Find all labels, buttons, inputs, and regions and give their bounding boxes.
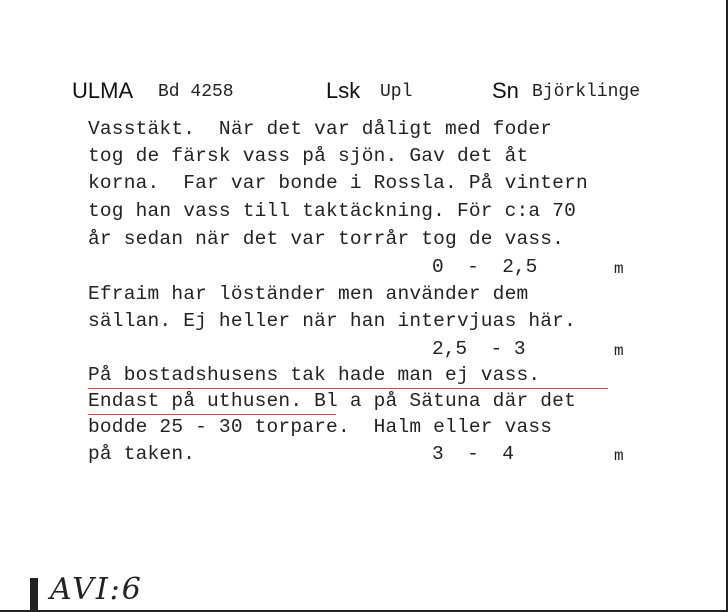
margin-mark bbox=[30, 578, 38, 612]
text-line: tog de färsk vass på sjön. Gav det åt bbox=[88, 145, 529, 167]
measurement-unit: m bbox=[614, 342, 624, 360]
text-line: på taken. bbox=[88, 443, 196, 465]
text-line: Vasstäkt. När det var dåligt med foder bbox=[88, 118, 553, 140]
red-underline bbox=[88, 388, 608, 389]
measurement-range: 3 - 4 bbox=[432, 443, 514, 465]
measurement-unit: m bbox=[614, 447, 624, 465]
signature-mark: AVI:6 bbox=[50, 572, 143, 607]
text-line: tog han vass till taktäckning. För c:a 70 bbox=[88, 200, 576, 222]
text-line: korna. Far var bonde i Rossla. På vintern bbox=[88, 172, 588, 194]
province-label: Lsk bbox=[326, 78, 361, 103]
province-value: Upl bbox=[380, 82, 413, 102]
text-line: bodde 25 - 30 torpare. Halm eller vass bbox=[88, 416, 553, 438]
text-line: sällan. Ej heller när han intervjuas här. bbox=[88, 310, 576, 332]
text-line: Efraim har löständer men använder dem bbox=[88, 283, 529, 305]
archive-label: ULMA bbox=[72, 78, 134, 103]
text-line: På bostadshusens tak hade man ej vass. bbox=[88, 364, 541, 386]
parish-label: Sn bbox=[492, 78, 519, 103]
red-underline bbox=[88, 414, 336, 415]
text-line: år sedan när det var torrår tog de vass. bbox=[88, 228, 565, 250]
text-line: Endast på uthusen. Bl a på Sätuna där det bbox=[88, 390, 576, 412]
card-number: Bd 4258 bbox=[158, 82, 234, 102]
measurement-range: 0 - 2,5 bbox=[432, 256, 538, 278]
parish-value: Björklinge bbox=[532, 82, 641, 102]
measurement-unit: m bbox=[614, 260, 624, 278]
measurement-range: 2,5 - 3 bbox=[432, 338, 526, 360]
